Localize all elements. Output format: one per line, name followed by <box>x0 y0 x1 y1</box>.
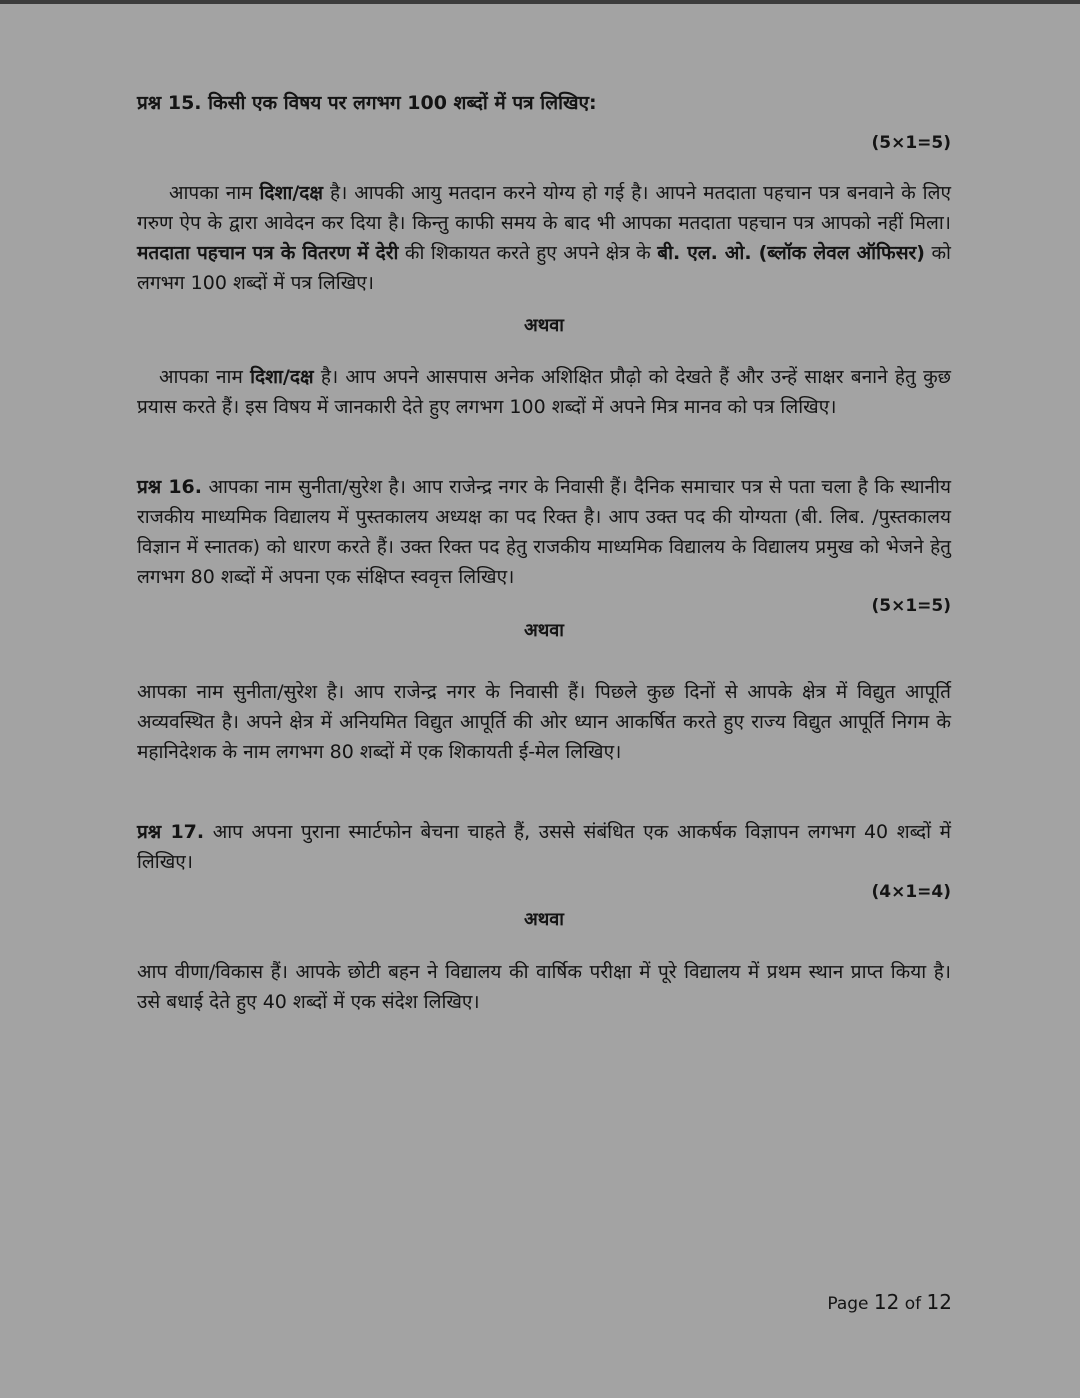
q16-or: अथवा <box>524 620 564 641</box>
bold-text: बी. एल. ओ. (ब्लॉक लेवल ऑफिसर) <box>657 242 925 264</box>
top-border <box>0 0 1080 4</box>
q15-marks: (5×1=5) <box>871 133 951 153</box>
text: को लगभग 100 शब्दों में पत्र लिखिए। <box>137 242 951 294</box>
q17-label: प्रश्न 17. <box>137 821 205 843</box>
text: आपका नाम <box>159 366 251 388</box>
of-word: of <box>899 1294 927 1314</box>
q17-marks: (4×1=4) <box>871 882 951 902</box>
bold-text: दिशा/दक्ष <box>259 182 324 204</box>
q16-marks: (5×1=5) <box>871 596 951 616</box>
q16-alternative: आपका नाम सुनीता/सुरेश है। आप राजेन्द्र नगर के निवासी हैं। पिछले कुछ दिनों से आपके क्षेत्र में विद्युत आपूर्ति अव्यवस्थित है। अपने क्षेत्र में अनियमित विद्युत आपूर्ति की ओर ध्यान आकर्षित करते हुए राज्य विद्युत आपूर्ति निगम के महानिदेशक के नाम लगभग 80 शब्दों में एक शिकायती ई-मेल लिखिए। <box>137 681 951 763</box>
q16-question <box>137 472 951 592</box>
bold-text: दिशा/दक्ष <box>250 366 314 388</box>
q17-alternative: आप वीणा/विकास हैं। आपके छोटी बहन ने विद्यालय की वार्षिक परीक्षा में पूरे विद्यालय में प्रथम स्थान प्राप्त किया है। उसे बधाई देते हुए 40 शब्दों में एक संदेश लिखिए। <box>137 961 951 1013</box>
q15-heading: प्रश्न 15. किसी एक विषय पर लगभग 100 शब्दों में पत्र लिखिए: <box>137 92 597 114</box>
text: आपका नाम <box>169 182 260 204</box>
q15-option-2 <box>137 362 951 422</box>
text: आप अपना पुराना स्मार्टफोन बेचना चाहते हैं, उससे संबंधित एक आकर्षक विज्ञापन लगभग 40 शब्दों में लिखिए। <box>137 821 951 873</box>
current-page: 12 <box>873 1290 900 1314</box>
q17-question <box>137 817 951 877</box>
text: है। आप अपने आसपास अनेक अशिक्षित प्रौढ़ो को देखते हैं और उन्हें साक्षर बनाने हेतु कुछ प्रयास करते हैं। इस विषय में जानकारी देते हुए लगभग 100 शब्दों में अपने मित्र मानव को पत्र लिखिए। <box>137 366 951 418</box>
text: की शिकायत करते हुए अपने क्षेत्र के <box>398 242 658 264</box>
page-word: Page <box>827 1294 874 1314</box>
text: है। आपकी आयु मतदान करने योग्य हो गई है। आपने मतदाता पहचान पत्र बनवाने के लिए गरुण ऐप के द्वारा आवेदन कर दिया है। किन्तु काफी समय के बाद भी आपका मतदाता पहचान पत्र आपको नहीं मिला। <box>137 182 951 234</box>
q15-option-1 <box>137 178 951 298</box>
bold-text: मतदाता पहचान पत्र के वितरण में देरी <box>137 242 399 264</box>
q17-or: अथवा <box>524 909 564 930</box>
q15-or: अथवा <box>524 315 564 336</box>
page-number <box>827 1290 952 1314</box>
text: आपका नाम सुनीता/सुरेश है। आप राजेन्द्र नगर के निवासी हैं। दैनिक समाचार पत्र से पता चला है कि स्थानीय राजकीय माध्यमिक विद्यालय में पुस्तकालय अध्यक्ष का पद रिक्त है। आप उक्त पद की योग्यता (बी. लिब. /पुस्तकालय विज्ञान में स्नातक) को धारण करते हैं। उक्त रिक्त पद हेतु राजकीय माध्यमिक विद्यालय के विद्यालय प्रमुख को भेजने हेतु लगभग 80 शब्दों में अपना एक संक्षिप्त स्ववृत्त लिखिए। <box>137 476 951 588</box>
total-pages: 12 <box>926 1290 952 1314</box>
q16-label: प्रश्न 16. <box>137 476 202 498</box>
